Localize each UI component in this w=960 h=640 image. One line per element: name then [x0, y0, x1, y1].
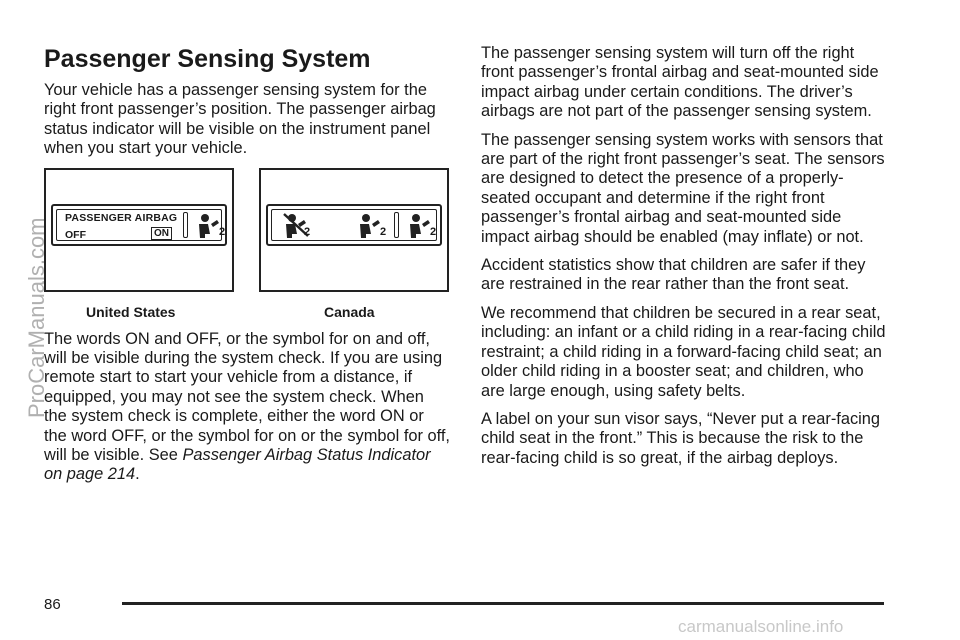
cross-reference: Passenger Airbag Status Indicator on page 214 — [44, 446, 431, 484]
system-check-end: . — [135, 465, 140, 484]
airbag-indicator-figure — [44, 168, 450, 318]
us-off-text: OFF — [65, 228, 86, 241]
us-separator — [183, 212, 188, 238]
us-icon-number: 2 — [219, 225, 226, 238]
right-paragraph-3: Accident statistics show that children are safer if they are restrained in the rear rather than the front seat. — [481, 256, 866, 294]
us-passenger-airbag-text: PASSENGER AIRBAG — [65, 211, 178, 224]
system-check-paragraph — [44, 330, 450, 485]
right-paragraph-1: The passenger sensing system will turn off the right front passenger’s frontal airbag and seat-mounted side impact airbag under certain conditions. The driver’s airbags are not part of the passenger sensing system. — [481, 44, 879, 121]
canada-label: Canada — [324, 303, 375, 320]
intro-paragraph: Your vehicle has a passenger sensing system for the right front passenger’s position. The passenger airbag status indicator will be visible on the instrument panel when you start your vehicle. — [44, 81, 436, 158]
system-check-text: The words ON and OFF, or the symbol for on and off, will be visible during the system check. If you are using remote start to start your vehicle from a distance, if equipped, you may not see the system check. When the system check is complete, either the word ON or the word OFF, or the symbol for on or the symbol for off, will be visible. See — [44, 329, 450, 465]
canada-on-icon-number: 2 — [380, 225, 387, 238]
canada-separator — [394, 212, 399, 238]
side-watermark: ProCarManuals.com — [24, 217, 49, 418]
section-heading: Passenger Sensing System — [44, 45, 371, 73]
us-label: United States — [86, 303, 176, 320]
right-column — [481, 44, 891, 477]
footer-rule — [122, 602, 884, 605]
canada-indicator-panel — [259, 168, 449, 320]
site-watermark: carmanualsonline.info — [678, 617, 844, 636]
us-indicator-panel — [44, 168, 234, 320]
us-on-text: ON — [151, 227, 172, 240]
canada-display — [266, 204, 442, 246]
right-paragraph-4: We recommend that children be secured in a rear seat, including: an infant or a child riding in a rear-facing child restraint; a child riding in a forward-facing child seat; an older child riding in a booster seat; and children, who are large enough, using safety belts. — [481, 303, 886, 400]
right-paragraph-5: A label on your sun visor says, “Never put a rear-facing child seat in the front.” This is because the risk to the rear-facing child is so great, if the airbag deploys. — [481, 409, 881, 467]
left-column — [44, 44, 450, 494]
us-display — [51, 204, 227, 246]
right-paragraph-2: The passenger sensing system works with sensors that are part of the right front passenger’s seat. The sensors are designed to detect the presence of a properly-seated occupant and determine if the right front passenger’s frontal airbag and seat-mounted side impact airbag should be enabled (may inflate) or not. — [481, 130, 885, 246]
page-number: 86 — [44, 596, 61, 613]
canada-off-icon-number: 2 — [304, 225, 311, 238]
canada-seated-icon-number: 2 — [430, 225, 437, 238]
